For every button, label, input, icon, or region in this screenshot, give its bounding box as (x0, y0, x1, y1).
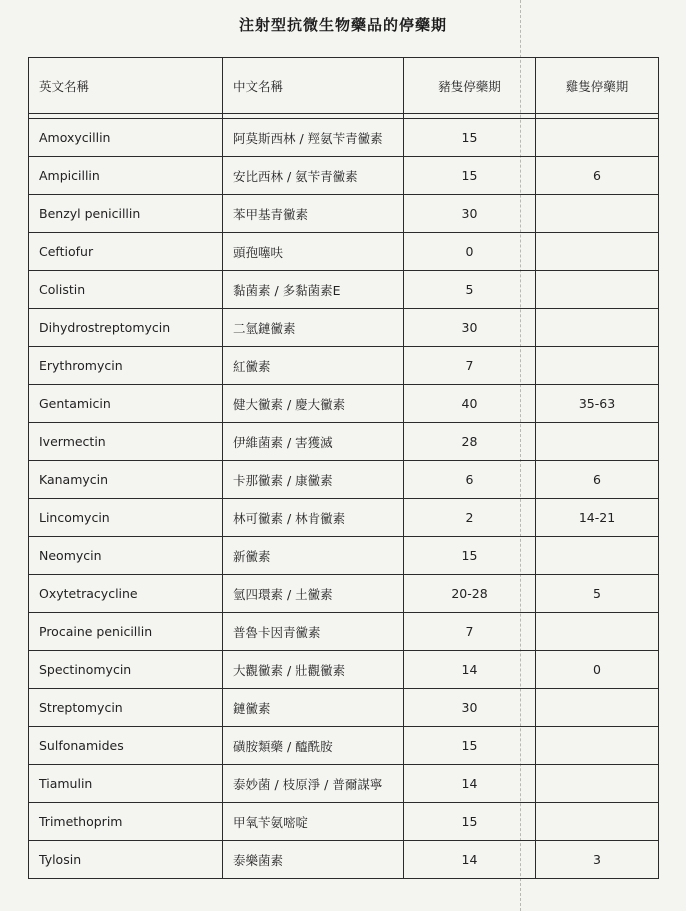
header-english-name: 英文名稱 (29, 58, 223, 114)
cell-chinese-name: 二氫鏈黴素 (223, 309, 404, 347)
cell-chinese-name: 卡那黴素 / 康黴素 (223, 461, 404, 499)
header-chinese-name: 中文名稱 (223, 58, 404, 114)
cell-pig-withdrawal: 7 (404, 347, 536, 385)
table-row (29, 803, 659, 841)
cell-pig-withdrawal: 5 (404, 271, 536, 309)
cell-english-name: Ivermectin (29, 423, 223, 461)
cell-chinese-name: 伊維菌素 / 害獲滅 (223, 423, 404, 461)
table-row (29, 537, 659, 575)
cell-chicken-withdrawal (536, 119, 659, 157)
cell-pig-withdrawal: 15 (404, 157, 536, 195)
cell-chicken-withdrawal: 6 (536, 461, 659, 499)
cell-chicken-withdrawal: 5 (536, 575, 659, 613)
cell-pig-withdrawal: 0 (404, 233, 536, 271)
cell-pig-withdrawal: 40 (404, 385, 536, 423)
cell-english-name: Procaine penicillin (29, 613, 223, 651)
table-row (29, 157, 659, 195)
cell-chinese-name: 阿莫斯西林 / 羥氨苄青黴素 (223, 119, 404, 157)
cell-pig-withdrawal: 30 (404, 689, 536, 727)
cell-pig-withdrawal: 30 (404, 195, 536, 233)
cell-english-name: Benzyl penicillin (29, 195, 223, 233)
cell-chicken-withdrawal: 0 (536, 651, 659, 689)
cell-english-name: Sulfonamides (29, 727, 223, 765)
table-row (29, 689, 659, 727)
cell-chicken-withdrawal: 6 (536, 157, 659, 195)
table-row (29, 841, 659, 879)
cell-english-name: Ceftiofur (29, 233, 223, 271)
cell-chinese-name: 健大黴素 / 慶大黴素 (223, 385, 404, 423)
cell-chinese-name: 新黴素 (223, 537, 404, 575)
cell-pig-withdrawal: 20-28 (404, 575, 536, 613)
table-row (29, 271, 659, 309)
cell-english-name: Ampicillin (29, 157, 223, 195)
cell-chinese-name: 紅黴素 (223, 347, 404, 385)
cell-english-name: Tylosin (29, 841, 223, 879)
table-row (29, 651, 659, 689)
cell-pig-withdrawal: 28 (404, 423, 536, 461)
header-pig-withdrawal: 豬隻停藥期 (404, 58, 536, 114)
cell-chicken-withdrawal (536, 613, 659, 651)
cell-chicken-withdrawal (536, 309, 659, 347)
cell-chicken-withdrawal (536, 765, 659, 803)
cell-chinese-name: 黏菌素 / 多黏菌素E (223, 271, 404, 309)
cell-chinese-name: 氫四環素 / 土黴素 (223, 575, 404, 613)
cell-chinese-name: 泰妙菌 / 枝原淨 / 普爾謀寧 (223, 765, 404, 803)
table-row (29, 309, 659, 347)
cell-english-name: Erythromycin (29, 347, 223, 385)
cell-pig-withdrawal: 6 (404, 461, 536, 499)
cell-chicken-withdrawal (536, 689, 659, 727)
cell-english-name: Kanamycin (29, 461, 223, 499)
cell-english-name: Streptomycin (29, 689, 223, 727)
cell-pig-withdrawal: 15 (404, 119, 536, 157)
cell-chicken-withdrawal (536, 347, 659, 385)
table-row (29, 423, 659, 461)
cell-chinese-name: 林可黴素 / 林肯黴素 (223, 499, 404, 537)
header-chicken-withdrawal: 雞隻停藥期 (536, 58, 659, 114)
cell-chinese-name: 苯甲基青黴素 (223, 195, 404, 233)
cell-chinese-name: 鏈黴素 (223, 689, 404, 727)
table-row (29, 233, 659, 271)
cell-chicken-withdrawal (536, 727, 659, 765)
cell-chicken-withdrawal (536, 271, 659, 309)
cell-chinese-name: 泰樂菌素 (223, 841, 404, 879)
cell-pig-withdrawal: 15 (404, 537, 536, 575)
table-row (29, 765, 659, 803)
table-row (29, 461, 659, 499)
cell-english-name: Colistin (29, 271, 223, 309)
cell-chicken-withdrawal (536, 423, 659, 461)
page-title: 注射型抗微生物藥品的停藥期 (238, 16, 447, 34)
cell-pig-withdrawal: 15 (404, 803, 536, 841)
cell-english-name: Oxytetracycline (29, 575, 223, 613)
cell-chinese-name: 磺胺類藥 / 醯酰胺 (223, 727, 404, 765)
cell-english-name: Gentamicin (29, 385, 223, 423)
cell-chicken-withdrawal (536, 803, 659, 841)
table-row (29, 613, 659, 651)
cell-english-name: Dihydrostreptomycin (29, 309, 223, 347)
table-header-row (29, 58, 659, 114)
cell-chinese-name: 普魯卡因青黴素 (223, 613, 404, 651)
table-row (29, 119, 659, 157)
table-row (29, 385, 659, 423)
cell-pig-withdrawal: 30 (404, 309, 536, 347)
cell-chicken-withdrawal: 14-21 (536, 499, 659, 537)
table-row (29, 575, 659, 613)
cell-chicken-withdrawal: 35-63 (536, 385, 659, 423)
cell-chinese-name: 頭孢噻呋 (223, 233, 404, 271)
cell-pig-withdrawal: 7 (404, 613, 536, 651)
table-row (29, 347, 659, 385)
cell-pig-withdrawal: 14 (404, 841, 536, 879)
cell-pig-withdrawal: 15 (404, 727, 536, 765)
cell-chicken-withdrawal: 3 (536, 841, 659, 879)
cell-pig-withdrawal: 2 (404, 499, 536, 537)
cell-pig-withdrawal: 14 (404, 765, 536, 803)
table-row (29, 727, 659, 765)
cell-english-name: Trimethoprim (29, 803, 223, 841)
cell-chicken-withdrawal (536, 537, 659, 575)
table-row (29, 499, 659, 537)
cell-english-name: Amoxycillin (29, 119, 223, 157)
withdrawal-table (28, 57, 659, 879)
cell-chinese-name: 安比西林 / 氨苄青黴素 (223, 157, 404, 195)
cell-chicken-withdrawal (536, 195, 659, 233)
cell-english-name: Lincomycin (29, 499, 223, 537)
cell-chinese-name: 大觀黴素 / 壯觀黴素 (223, 651, 404, 689)
cell-english-name: Neomycin (29, 537, 223, 575)
cell-chinese-name: 甲氧苄氨嘧啶 (223, 803, 404, 841)
table-row (29, 195, 659, 233)
cell-pig-withdrawal: 14 (404, 651, 536, 689)
cell-english-name: Spectinomycin (29, 651, 223, 689)
cell-chicken-withdrawal (536, 233, 659, 271)
cell-english-name: Tiamulin (29, 765, 223, 803)
